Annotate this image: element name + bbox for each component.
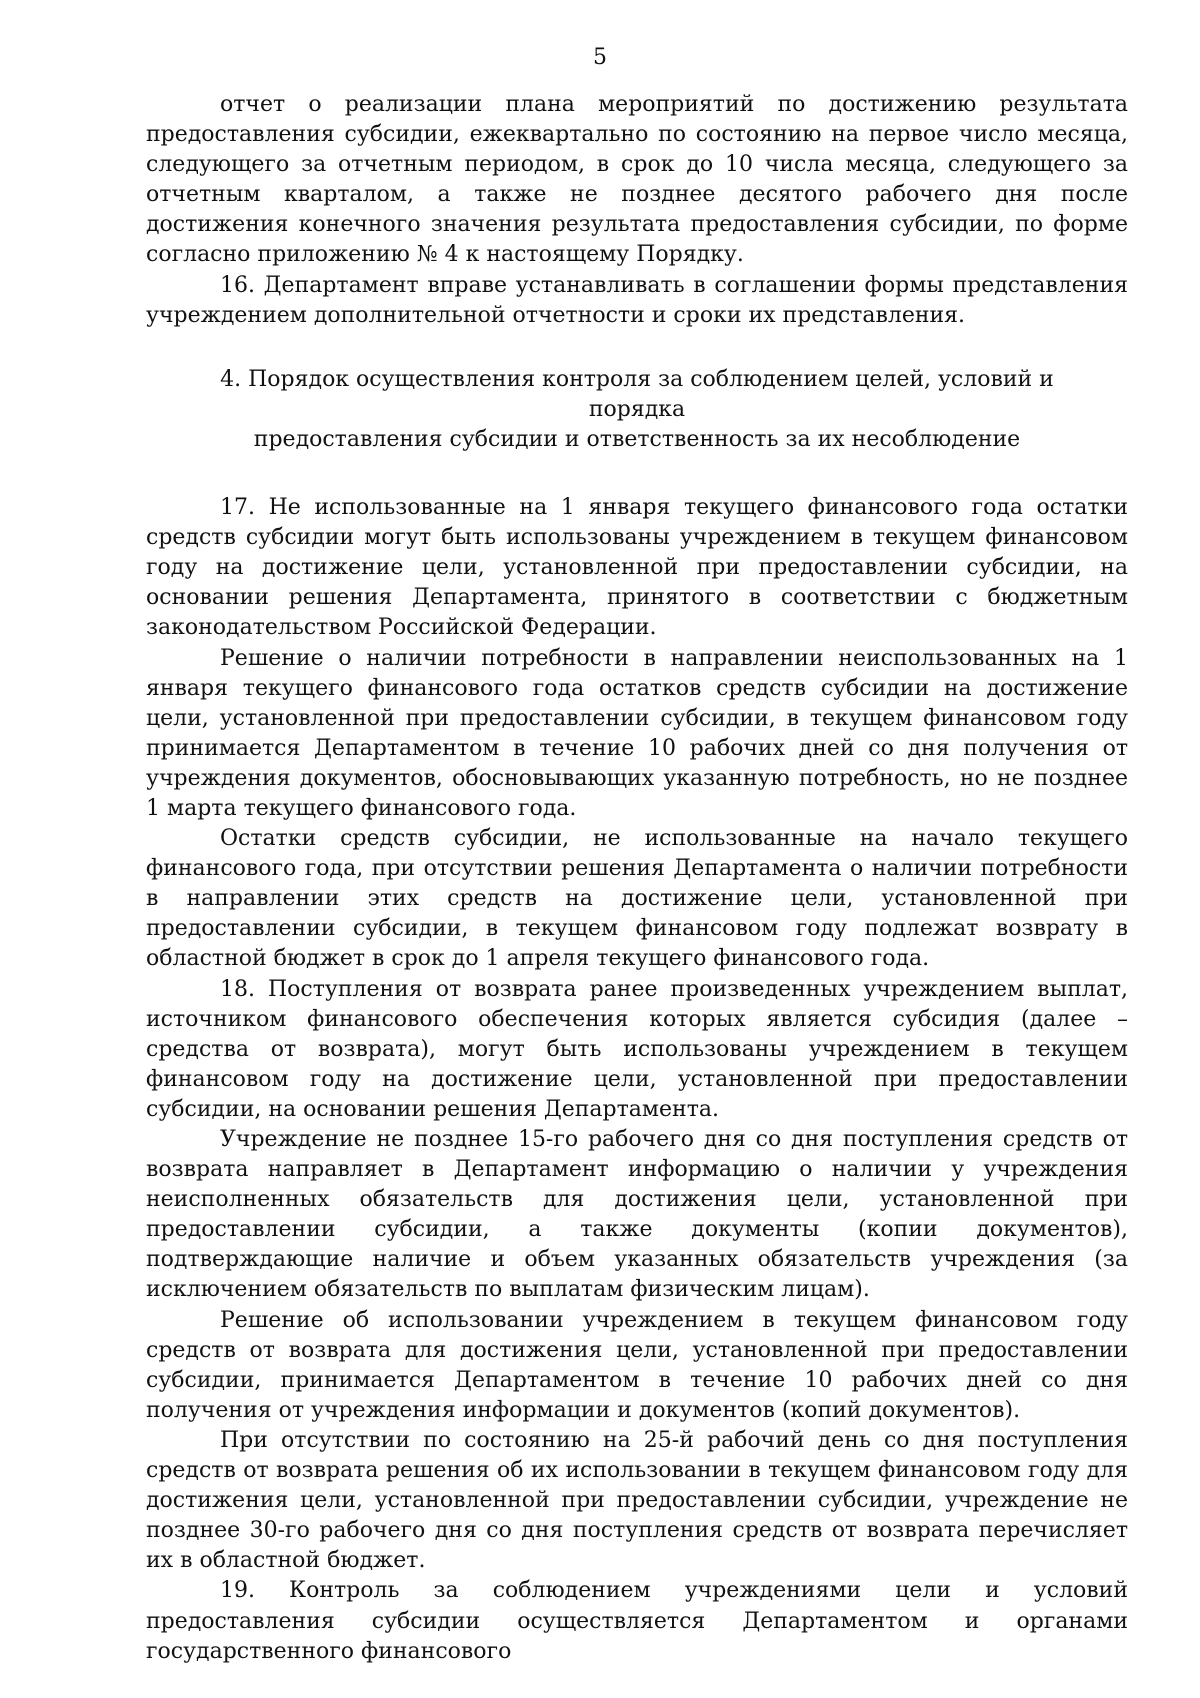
paragraph-17-decision: Решение о наличии потребности в направлении неиспользованных на 1 января текущего финансового года остатков средств субсидии на достижение цели, установленной при предоставлении субсидии, в текущем финансовом году принимается Департаментом в течение 10 рабочих дней со дня получения от учреждения документов, обосновывающих указанную потребность, но не позднее 1 марта текущего финансового года. [146,645,1128,821]
paragraph-18-return: При отсутствии по состоянию на 25-й рабочий день со дня поступления средств от возврата решения об их использовании в текущем финансовом году для достижения цели, установленной при предоставлении субсидии, учреждение не позднее 30-го рабочего дня со дня поступления средств от возврата перечисляет их в областной бюджет. [146,1427,1128,1574]
paragraph-17-remainders: Остатки средств субсидии, не использованные на начало текущего финансового года, при отсутствии решения Департамента о наличии потребности в направлении этих средств на достижение цели, установленной при предоставлении субсидии, в текущем финансовом году подлежат возврату в областной бюджет в срок до 1 апреля текущего финансового года. [146,826,1128,972]
paragraph-17: 17. Не использованные на 1 января текущего финансового года остатки средств субсидии могут быть использованы учреждением в текущем финансовом году на достижение цели, установленной при предоставлении субсидии, на основании решения Департамента, принятого в соответствии с бюджетным законодательством Российской Федерации. [146,495,1128,641]
page-number: 5 [593,45,607,70]
paragraph-19: 19. Контроль за соблюдением учреждениями цели и условий предоставления субсидии осуществляется Департаментом и органами государственного финансового [146,1578,1128,1664]
paragraph-18: 18. Поступления от возврата ранее произведенных учреждением выплат, источником финансового обеспечения которых является субсидия (далее – средства от возврата), могут быть использованы учреждением в текущем финансовом году на достижение цели, установленной при предоставлении субсидии, на основании решения Департамента. [146,976,1128,1122]
document-body [146,90,1128,1667]
section-heading-line-2: предоставления субсидии и ответственность за их несоблюдение [253,426,1021,452]
section-heading-line-1: 4. Порядок осуществления контроля за соблюдением целей, условий и порядка [220,366,1054,422]
paragraph-16: 16. Департамент вправе устанавливать в соглашении формы представления учреждением дополнительной отчетности и сроки их представления. [146,272,1128,328]
paragraph-18-decision: Решение об использовании учреждением в текущем финансовом году средств от возврата для достижения цели, установленной при предоставлении субсидии, принимается Департаментом в течение 10 рабочих дней со дня получения от учреждения информации и документов (копий документов). [146,1307,1128,1423]
paragraph-report-continuation: отчет о реализации плана мероприятий по достижению результата предоставления субсидии, ежеквартально по состоянию на первое число месяца, следующего за отчетным периодом, в срок до 10 числа месяца, следующего за отчетным кварталом, а также не позднее десятого рабочего дня после достижения конечного значения результата предоставления субсидии, по форме согласно приложению № 4 к настоящему Порядку. [146,92,1128,268]
paragraph-18-information: Учреждение не позднее 15-го рабочего дня со дня поступления средств от возврата направляет в Департамент информацию о наличии у учреждения неисполненных обязательств для достижения цели, установленной при предоставлении субсидии, а также документы (копии документов), подтверждающие наличие и объем указанных обязательств учреждения (за исключением обязательств по выплатам физическим лицам). [146,1127,1128,1303]
section-heading [146,365,1128,455]
